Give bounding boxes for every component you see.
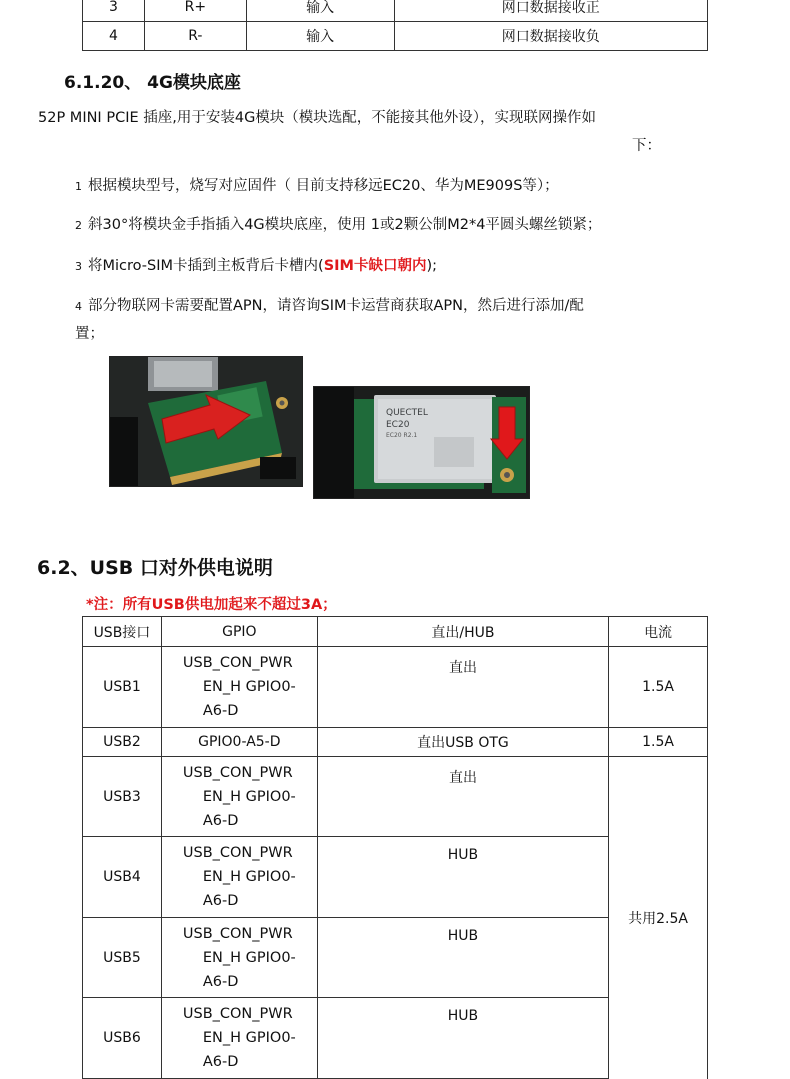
gpio-line-1: USB_CON_PWR [182,1006,293,1022]
chip-brand-label: QUECTEL [386,408,428,418]
table-row [83,757,708,837]
gpio-line-3: A6-D [202,812,239,829]
table-header-row [83,617,708,647]
gpio-cell [161,837,317,918]
sim-direction-illustration [314,387,529,498]
step-3 [75,256,437,277]
pin-name: R- [144,22,246,51]
gpio-line-1: USB_CON_PWR [182,655,293,671]
usb-port: USB5 [83,918,162,998]
header-type: 直出/HUB [317,617,608,647]
usb-port: USB4 [83,837,162,918]
table-row [83,22,708,51]
pin-name: R+ [144,0,246,22]
step-2 [75,215,601,236]
module-insertion-illustration [110,357,302,486]
pin-table [82,0,708,51]
pin-number: 3 [83,0,145,22]
usb-type: HUB [317,837,608,918]
gpio-line-2: EN_H GPIO0- [202,788,296,805]
usb-port: USB3 [83,757,162,837]
usb-power-note: *注：所有USB供电加起来不超过3A； [86,597,337,613]
usb-power-table [82,616,708,1079]
header-usb-port: USB接口 [83,617,162,647]
usb-current: 1.5A [609,647,708,728]
gpio-line-3: A6-D [202,1054,239,1070]
header-current: 电流 [609,617,708,647]
usb-port: USB2 [83,728,162,757]
step-4-continued: 置； [75,326,104,342]
step-number: 4 [75,300,82,313]
usb-type: HUB [317,918,608,998]
step-number: 2 [75,219,82,232]
table-row [83,728,708,757]
step-text: 根据模块型号，烧写对应固件（ 目前支持移远EC20、华为ME909S等）； [88,178,559,194]
usb-port: USB6 [83,998,162,1079]
gpio-cell [161,918,317,998]
step-number: 1 [75,180,82,193]
intro-text-continued: 下： [632,138,661,154]
pin-direction: 输入 [246,22,394,51]
gpio-cell [161,757,317,837]
pin-direction: 输入 [246,0,394,22]
step-text-end: ); [426,258,438,274]
gpio-line-3: A6-D [202,973,239,990]
step-1 [75,176,559,197]
step-warning-text: SIM卡缺口朝内 [323,258,427,274]
gpio-line-1: USB_CON_PWR [182,925,293,942]
gpio-line-1: USB_CON_PWR [182,764,293,781]
header-gpio: GPIO [161,617,317,647]
usb-type: HUB [317,998,608,1079]
step-number: 3 [75,260,82,273]
usb-current: 1.5A [609,728,708,757]
table-row [83,647,708,728]
usb-port: USB1 [83,647,162,728]
pin-description: 网口数据接收正 [394,0,708,22]
step-text: 将Micro-SIM卡插到主板背后卡槽内( [88,258,324,274]
section-heading-usb: 6.2、USB 口对外供电说明 [37,557,273,579]
step-text: 部分物联网卡需要配置APN，请咨询SIM卡运营商获取APN，然后进行添加/配 [88,298,584,314]
gpio-line-2: EN_H GPIO0- [202,679,296,695]
gpio-line-1: USB_CON_PWR [182,845,293,861]
section-heading-4g: 6.1.20、 4G模块底座 [64,73,241,93]
step-text: 斜30°将模块金手指插入4G模块底座，使用 1或2颗公制M2*4平圆头螺丝锁紧； [88,217,602,233]
gpio-line-2: EN_H GPIO0- [202,1030,296,1046]
shared-current: 共用2.5A [609,757,708,1079]
step-4 [75,296,584,317]
gpio-cell [161,998,317,1079]
intro-text: 52P MINI PCIE 插座,用于安装4G模块（模块选配，不能接其他外设），实现联网操作如 [38,110,597,126]
chip-model-label: EC20 [386,420,410,430]
pin-number: 4 [83,22,145,51]
chip-revision-label: EC20 R2.1 [386,432,418,439]
usb-type: 直出 [317,647,608,728]
usb-type: 直出 [317,757,608,837]
gpio-line-3: A6-D [202,893,239,909]
sim-direction-photo [313,386,530,499]
gpio-cell: GPIO0-A5-D [161,728,317,757]
gpio-cell [161,647,317,728]
pin-description: 网口数据接收负 [394,22,708,51]
gpio-line-2: EN_H GPIO0- [202,869,296,885]
gpio-line-3: A6-D [202,703,239,719]
gpio-line-2: EN_H GPIO0- [202,949,296,966]
module-insertion-photo [109,356,303,487]
usb-type: 直出USB OTG [317,728,608,757]
table-row [83,0,708,22]
